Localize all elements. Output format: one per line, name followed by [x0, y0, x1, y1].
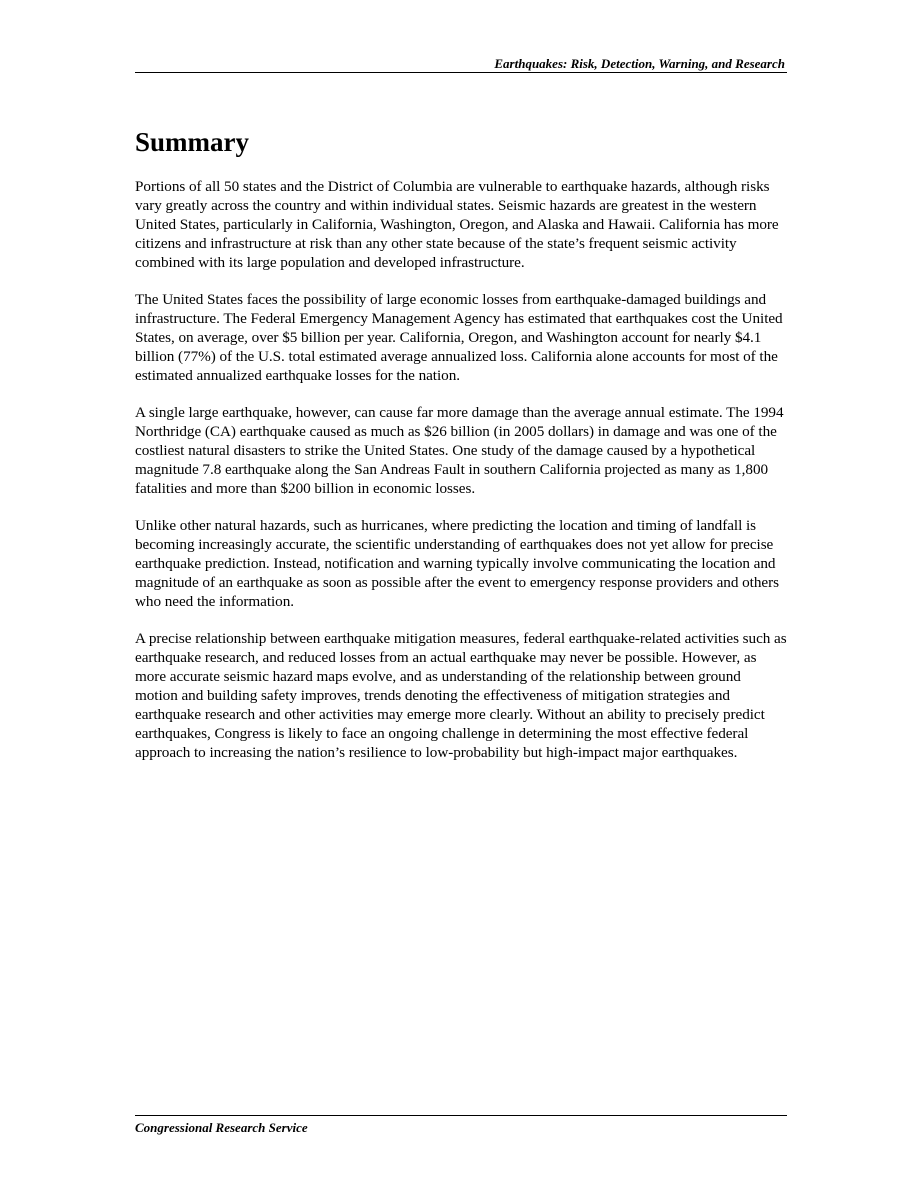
section-heading: Summary [135, 127, 249, 157]
paragraph-single-earthquake: A single large earthquake, however, can cause far more damage than the average annual estimate. The 1994 Northridge (CA) earthquake caused as much as $26 billion (in 2005 dollars) in damage and was one of the costliest natural disasters to strike the United States. One study of the damage caused by a hypothetical magnitude 7.8 earthquake along the San Andreas Fault in southern California projected as many as 1,800 fatalities and more than $200 billion in economic losses. [135, 404, 784, 497]
footer-divider [135, 1115, 787, 1116]
paragraph-mitigation: A precise relationship between earthquake mitigation measures, federal earthquake-related activities such as earthquake research, and reduced losses from an actual earthquake may never be possible. However, as more accurate seismic hazard maps evolve, and as understanding of the relationship between ground motion and building safety improves, trends denoting the effectiveness of mitigation strategies and earthquake research and other activities may emerge more clearly. Without an ability to precisely predict earthquakes, Congress is likely to face an ongoing challenge in determining the most effective federal approach to increasing the nation’s resilience to low-probability but high-impact major earthquakes. [135, 630, 787, 761]
paragraph-economic-losses: The United States faces the possibility of large economic losses from earthquake-damaged buildings and infrastructure. The Federal Emergency Management Agency has estimated that earthquakes cost the United States, on average, over $5 billion per year. California, Oregon, and Washington account for nearly $4.1 billion (77%) of the U.S. total estimated average annualized loss. California alone accounts for most of the estimated annualized earthquake losses for the nation. [135, 291, 783, 384]
paragraph-prediction: Unlike other natural hazards, such as hurricanes, where predicting the location and timing of landfall is becoming increasingly accurate, the scientific understanding of earthquakes does not yet allow for precise earthquake prediction. Instead, notification and warning typically involve communicating the location and magnitude of an earthquake as soon as possible after the event to emergency response providers and others who need the information. [135, 517, 779, 610]
paragraph-vulnerability: Portions of all 50 states and the District of Columbia are vulnerable to earthquake hazards, although risks vary greatly across the country and within individual states. Seismic hazards are greatest in the western United States, particularly in California, Washington, Oregon, and Alaska and Hawaii. California has more citizens and infrastructure at risk than any other state because of the state’s frequent seismic activity combined with its large population and developed infrastructure. [135, 178, 779, 271]
summary-body [135, 177, 787, 780]
header-divider [135, 72, 787, 73]
footer-source: Congressional Research Service [135, 1120, 308, 1135]
running-header-title: Earthquakes: Risk, Detection, Warning, and Research [494, 56, 785, 71]
